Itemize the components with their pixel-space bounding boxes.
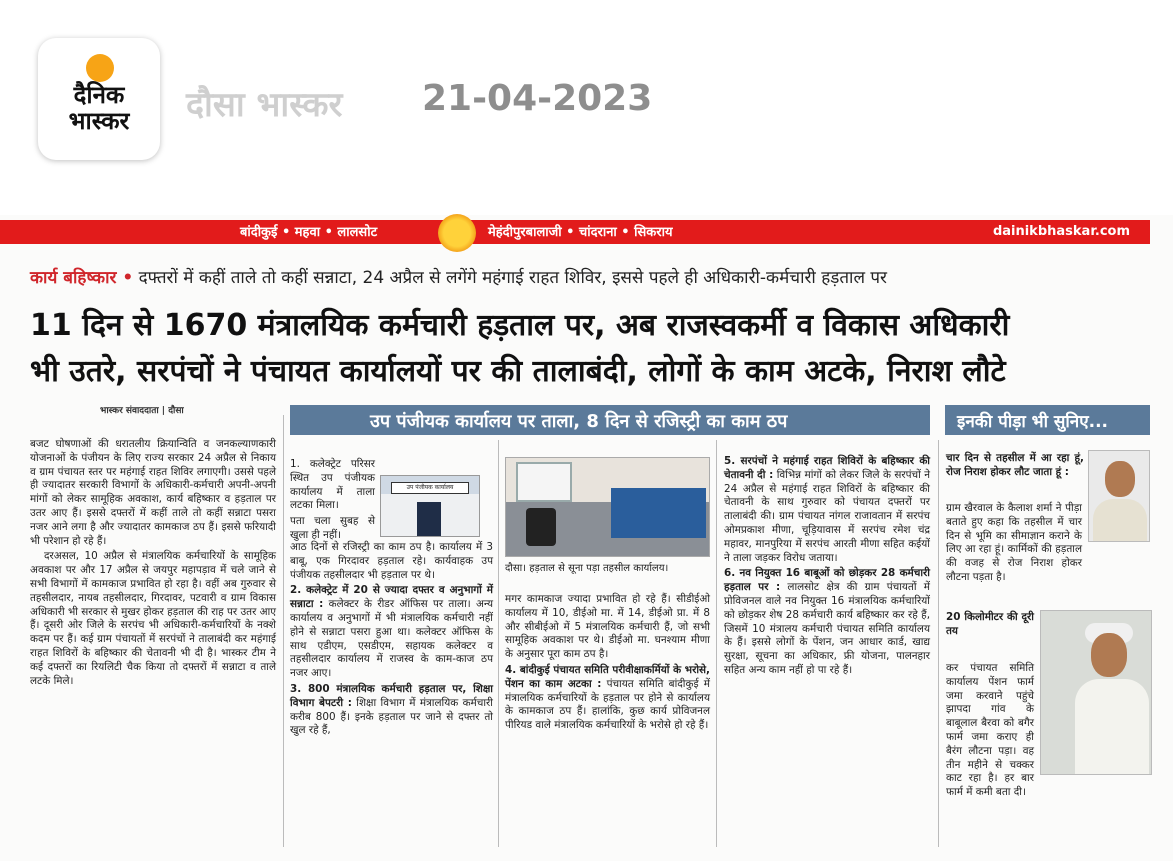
column-divider [283,415,284,847]
sidebar-testimonial-2 [946,611,1034,641]
paragraph [505,664,710,733]
kicker-text: दफ्तरों में कहीं ताले तो कहीं सन्नाटा, 24 अप्रैल से लगेंगे महंगाई राहत शिविर, इससे पहले ही अधिकारी-कर्मचारी हड़ताल पर [138,268,887,288]
paragraph-text: कलेक्टर के रीडर ऑफिस पर ताला। अन्य कार्यालय व अनुभागों में भी मंत्रालयिक कर्मचारी नहीं होने से सन्नाटा पसरा हुआ था। कलेक्टर ऑफिस के साथ एडीएम, एसडीएम, सहायक कलेक्टर व तहसीलदार कार्यालय में राजस्व के काम-काज ठप नजर आए। [290,598,494,680]
article-column-2-intro [290,458,375,545]
quote-title: चार दिन से तहसील में आ रहा हूं, रोज निराश होकर लौट जाता हूं : [946,452,1084,478]
headline [30,303,1140,395]
places-left: बांदीकुई • महवा • लालसोट [240,225,378,240]
site-url: dainikbhaskar.com [992,224,1130,239]
kicker [30,265,887,288]
paragraph: दरअसल, 10 अप्रैल से मंत्रालयिक कर्मचारियों के सामूहिक अवकाश पर और 17 अप्रैल से जयपुर महापड़ाव में चले जाने से सभी विभागों में कामकाज प्रभावित हो रहा है। वहीं अब गुरुवार से तहसीलदार, नायब तहसीलदार, गिरदावर, पटवारी व ग्राम विकास अधिकारी भी सरकार से मुखर होकर हड़ताल की राह पर उतर आए हैं। दूसरी ओर जिले के सरपंच भी अधिकारी-कर्मचारियों के नक्शे कदम पर हैं। कई ग्राम पंचायतों में सरपंचों ने तालाबंदी कर महंगाई राहत शिविरों के बहिष्कार की चेतावनी भी दी है। भास्कर टीम ने कई दफ्तरों का रियलिटी चैक किया तो दफ्तरों में सन्नाटा व ताले लटके मिले। [30,550,276,687]
column-divider [938,440,939,847]
section-banner: उप पंजीयक कार्यालय पर ताला, 8 दिन से रजिस्ट्री का काम ठप [290,405,930,435]
sun-icon [86,54,114,82]
byline: भास्कर संवाददाता | दौसा [100,406,184,416]
sidebar-answer-2 [946,662,1152,802]
subhead: 5. सरपंचों ने महंगाई राहत शिविरों के बहिष्कार की चेतावनी दी : [724,455,930,481]
paragraph: कर पंचायत समिति कार्यालय पेंशन फार्म जमा करवाने पहुंचे झापदा गांव के बाबूलाल बैरवा को बगैर फार्म जमा कराए ही बैरंग लौटना पड़ा। वह तीन महीने से चक्कर काट रहा है। हर बार फार्म में कमी बता दी। [946,662,1034,799]
subhead: 4. बांदीकुई पंचायत समिति परीवीक्षाकर्मियों के भरोसे, पेंशन का काम अटका : [505,663,710,690]
chair [526,508,556,546]
column-divider [716,440,717,847]
tehsil-office-photo [505,457,710,557]
paragraph: ग्राम खैरवाल के कैलाश शर्मा ने पीड़ा बताते हुए कहा कि तहसील में चार दिन से भूमि का सीमाज्ञान कराने के लिए आ रहा हूं। कार्मिकों की हड़ताल की वजह से रोज निराश होकर लौटना पड़ता है। [946,502,1082,583]
subhead: 2. कलेक्ट्रेट में 20 से ज्यादा दफ्तर व अनुभागों में सन्नाटा : [290,584,493,611]
paragraph [290,683,493,738]
edition-name: दौसा भास्कर [186,85,343,125]
window [516,462,572,502]
paragraph [724,567,930,677]
subhead: 3. 800 मंत्रालयिक कर्मचारी हड़ताल पर, शिक्षा विभाग बेपटरी : [290,682,493,709]
logo-text: दैनिक भास्कर [68,81,130,135]
paragraph-text: पंचायत समिति बांदीकुई में मंत्रालयिक कर्मचारियों के हड़ताल पर होने से कार्यालय के कामकाज ठप हैं। हालांकि, कुछ कार्य प्रोविजनल पीरियड वाले मंत्रालयिक कर्मचारियों के भरोसे हो रहे हैं। [505,677,710,732]
places-right: मेहंदीपुरबालाजी • चांदराना • सिकराय [488,225,673,240]
article-column-2 [290,541,493,740]
face [1105,461,1135,497]
paragraph-text: लालसोट क्षेत्र की ग्राम पंचायतों में प्रोविजनल वाले नव नियुक्त 16 मंत्रालयिक कर्मचारियों को छोड़कर शेष 28 कर्मचारी कार्य बहिष्कार कर रहे हैं, जिसमें 10 मंत्रालय कर्मचारी पंचायत समिति कार्यालय के हैं। इससे लोगों के पेंशन, जन आधार कार्ड, खाद्य सुरक्षा, सूचना का अधिकार, फ्री योजना, पालनहार सहित अन्य काम नहीं हो पा रहे हैं। [724,581,930,676]
office-sign: उप पंजीयक कार्यालय [391,482,469,494]
sidebar-testimonial-1 [946,452,1084,482]
column-divider [498,440,499,847]
kicker-tag: कार्य बहिष्कार • [30,268,134,288]
headline-line-1: 11 दिन से 1670 मंत्रालयिक कर्मचारी हड़ताल पर, अब राजस्वकर्मी व विकास अधिकारी [30,308,1010,343]
photo-caption: दौसा। हड़ताल से सूना पड़ा तहसील कार्यालय। [505,563,669,574]
paragraph [724,455,930,565]
dainik-bhaskar-logo[interactable] [38,38,160,160]
edition-date: 21-04-2023 [422,78,653,119]
paragraph: 1. कलेक्ट्रेट परिसर स्थित उप पंजीयक कार्यालय में ताला लटका मिला। [290,458,375,512]
paragraph [946,611,1034,639]
paragraph [946,452,1084,480]
sun-icon [438,214,476,252]
office-door [417,502,441,536]
epaper-header [0,0,1173,200]
newspaper-page [0,215,1173,861]
desk [611,488,706,538]
sidebar-banner: इनकी पीड़ा भी सुनिए... [945,405,1150,435]
paragraph: आठ दिनों से रजिस्ट्री का काम ठप है। कार्यालय में 3 बाबू, एक गिरदावर हड़ताल रहे। कार्यवाहक उप पंजीयक तहसीलदार भी हड़ताल पर थे। [290,541,493,581]
paragraph: बजट घोषणाओं की धरातलीय क्रियान्विति व जनकल्याणकारी योजनाओं के पंजीयन के लिए राज्य सरकार 24 अप्रैल से निकाय व ग्राम पंचायत स्तर पर महंगाई राहत शिविर लगाएगी। उससे पहले ही ज्यादातर सरकारी विभागों के अधिकारी-कर्मचारी अपनी-अपनी मांगों को लेकर सामूहिक अवकाश, कार्य बहिष्कार व हड़ताल पर उतर आए हैं। इससे दफ्तरों में कहीं ताले तो कहीं सन्नाटा पसरा नजर आने लगा है और ज्यादातर कामकाज ठप हैं। इससे फरियादी भी परेशान हो रहे हैं। [30,438,276,547]
sidebar-answer-1 [946,502,1152,587]
quote-title: 20 किलोमीटर की दूरी तय [946,611,1034,637]
paragraph: मगर कामकाज ज्यादा प्रभावित हो रहे हैं। सीडीईओ कार्यालय में 10, डीईओ मा. में 14, डीईओ प्रा. में 8 और सीबीईओ में 5 मंत्रालयिक कर्मचारी हैं, जो सभी सामूहिक अवकाश पर थे। डीईओ मा. घनश्याम मीणा के अनुसार पूरा काम ठप है। [505,593,710,661]
page-location-bar [0,220,1150,244]
office-photo [380,475,480,537]
article-column-4 [724,455,930,680]
article-column-1 [30,438,276,690]
paragraph-text: शिक्षा विभाग में मंत्रालयिक कर्मचारी करीब 800 हैं। इनके हड़ताल पर जाने से दफ्तर तो खुल रहे हैं, [290,696,494,737]
article-column-3 [505,593,710,735]
paragraph: पता चला सुबह से खुला ही नहीं। [290,515,375,541]
paragraph [290,584,493,681]
subhead: 6. नव नियुक्त 16 बाबूओं को छोड़कर 28 कर्मचारी हड़ताल पर : [724,567,930,594]
paragraph-text: विभिन्न मांगों को लेकर जिले के सरपंचों ने 24 अप्रैल से महंगाई राहत शिविरों के बहिष्कार की चेतावनी के साथ गुरुवार को पंचायत दफ्तरों पर तालाबंदी की। ग्राम पंचायत नांगल राजावतान में सरपंच ओमप्रकाश मीणा, चूड़ियावास में सरपंच रमेश चंद्र महावर, मानपुरिया में सरपंच आरती मीणा सहित कईयों ने ताला जड़कर विरोध जताया। [724,468,930,564]
headline-line-2: भी उतरे, सरपंचों ने पंचायत कार्यालयों पर की तालाबंदी, लोगों के काम अटके, निराश लौटे [30,354,1006,389]
